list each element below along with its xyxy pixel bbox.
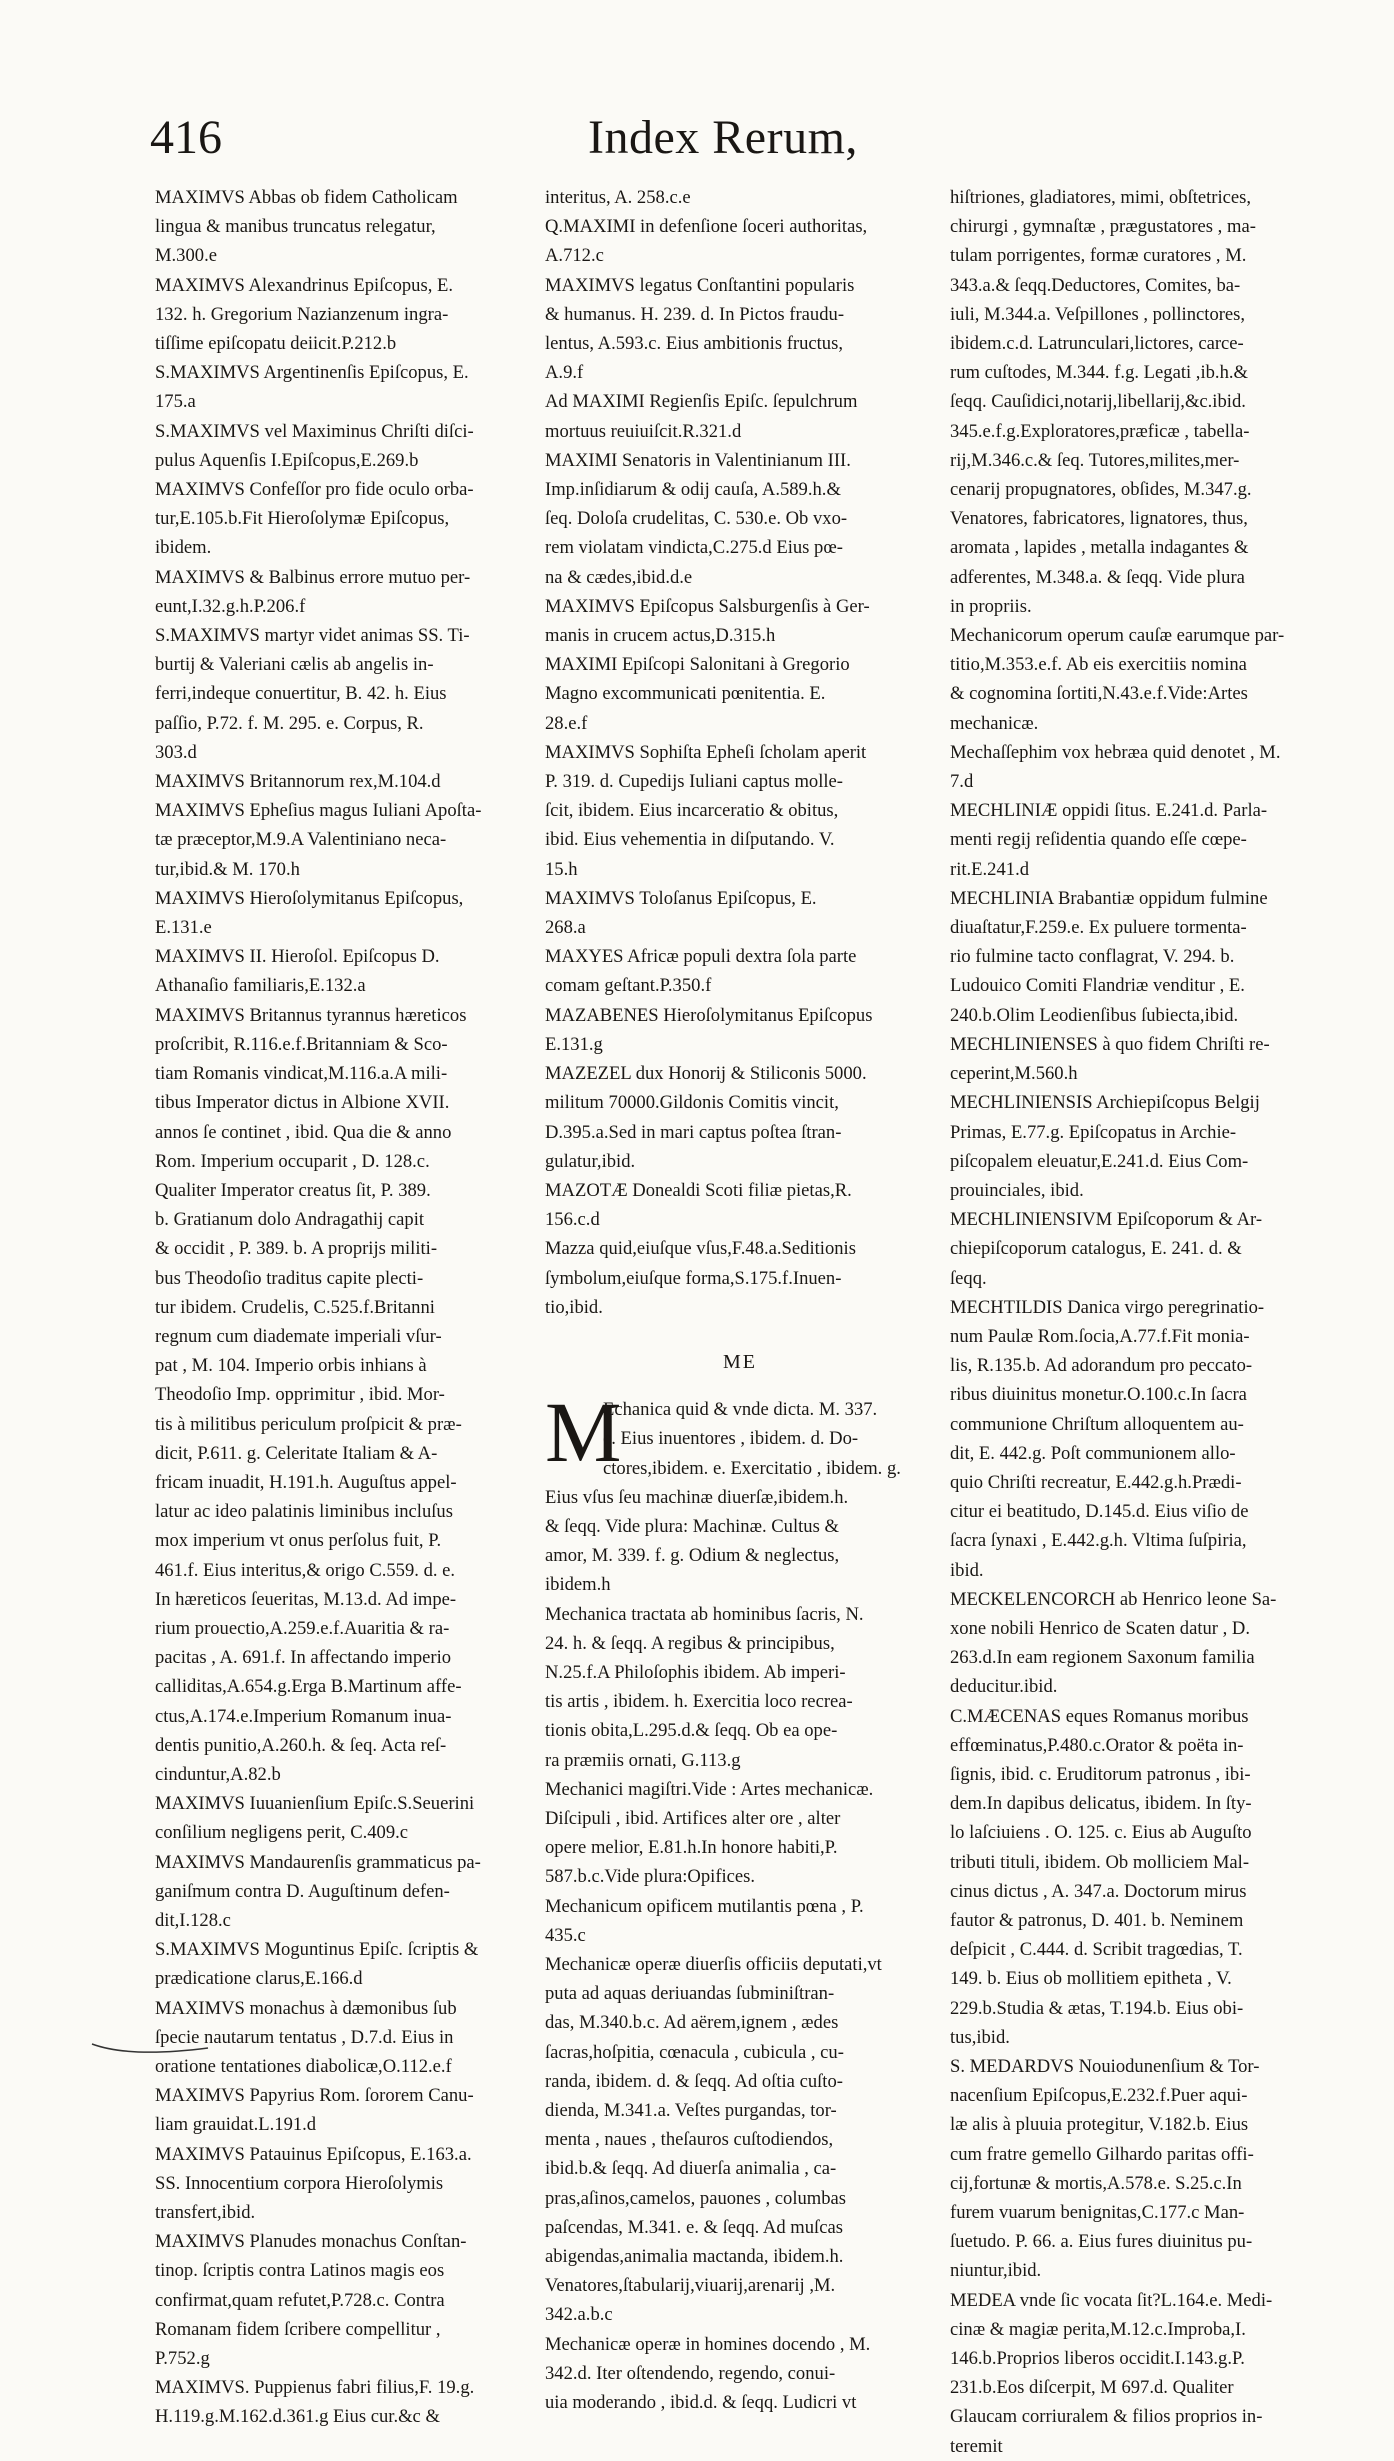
index-line: tio,ibid.: [545, 1296, 603, 1318]
index-line: cinæ & magiæ perita,M.12.c.Improba,I.: [950, 2318, 1246, 2340]
index-line: amor, M. 339. f. g. Odium & neglectus,: [545, 1545, 840, 1567]
index-line: MAXIMVS Planudes monachus Conſtan-: [155, 2231, 467, 2253]
index-line: MAZABENES Hieroſolymitanus Epiſcopus: [545, 1004, 873, 1026]
index-line: chiepiſcoporum catalogus, E. 241. d. &: [950, 1238, 1242, 1260]
index-line: chirurgi , gymnaſtæ , prægustatores , ma-: [950, 216, 1256, 238]
index-line: regnum cum diademate imperiali vſur-: [155, 1325, 442, 1347]
index-line: MAXIMVS Sophiſta Epheſi ſcholam aperit: [545, 741, 867, 763]
index-line: E.131.e: [155, 917, 212, 939]
index-line: menta , naues , theſauros cuſtodiendos,: [545, 2129, 834, 2151]
index-line: ſacras,hoſpitia, cœnacula , cubicula , cu-: [545, 2041, 844, 2063]
index-line: rij,M.346.c.& ſeq. Tutores,milites,mer-: [950, 449, 1240, 471]
index-line: tis à militibus periculum proſpicit & præ-: [155, 1413, 462, 1435]
index-line: teremit: [950, 2435, 1003, 2457]
index-line: MAXIMVS legatus Conſtantini popularis: [545, 274, 855, 296]
index-line: MECHLINIENSIVM Epiſcoporum & Ar-: [950, 1209, 1263, 1231]
index-line: bus Theodoſio traditus capite plecti-: [155, 1267, 424, 1289]
index-line: C.MÆCENAS eques Romanus moribus: [950, 1705, 1249, 1727]
index-line: nacenſium Epiſcopus,E.232.f.Puer aqui-: [950, 2085, 1248, 2107]
index-line: MAXIMVS monachus à dæmonibus ſub: [155, 1997, 457, 2019]
index-line: 229.b.Studia & ætas, T.194.b. Eius obi-: [950, 1997, 1244, 2019]
index-line: MAXIMVS Britannorum rex,M.104.d: [155, 771, 441, 793]
index-line: prædicatione clarus,E.166.d: [155, 1968, 363, 1990]
index-line: rit.E.241.d: [950, 858, 1030, 880]
index-line: Venatores, fabricatores, lignatores, thus,: [950, 508, 1248, 530]
index-line: Qualiter Imperator creatus ſit, P. 389.: [155, 1179, 431, 1201]
index-line: paſcendas, M.341. e. & ſeqq. Ad muſcas: [545, 2216, 843, 2238]
index-line: ctores,ibidem. e. Exercitatio , ibidem. g.: [603, 1457, 901, 1479]
index-line: ribus diuinitus monetur.O.100.c.In ſacra: [950, 1384, 1247, 1406]
index-line: dit, E. 442.g. Poſt communionem allo-: [950, 1442, 1236, 1464]
index-line: & occidit , P. 389. b. A proprijs militi-: [155, 1238, 438, 1260]
index-line: 342.d. Iter oſtendendo, regendo, conui-: [545, 2362, 836, 2384]
index-line: communione Chriſtum alloquentem au-: [950, 1413, 1244, 1435]
index-line: dem.In dapibus delicatus, ibidem. In ſty-: [950, 1793, 1252, 1815]
index-column-middle-bottom: [545, 1384, 935, 2417]
index-line: 146.b.Proprios liberos occidit.I.143.g.P.: [950, 2348, 1245, 2370]
index-line: MECHTILDIS Danica virgo peregrinatio-: [950, 1296, 1265, 1318]
index-line: MAXIMVS Epheſius magus Iuliani Apoſta-: [155, 800, 482, 822]
index-line: burtij & Valeriani cælis ab angelis in-: [155, 654, 434, 676]
index-line: MAXIMVS Patauinus Epiſcopus, E.163.a.: [155, 2143, 472, 2165]
index-line: Diſcipuli , ibid. Artifices alter ore , alter: [545, 1807, 841, 1829]
index-line: na & cædes,ibid.d.e: [545, 566, 693, 588]
index-line: tinop. ſcriptis contra Latinos magis eos: [155, 2260, 445, 2282]
index-line: deducitur.ibid.: [950, 1676, 1058, 1698]
index-line: A.9.f: [545, 362, 584, 384]
index-line: manis in crucem actus,D.315.h: [545, 625, 776, 647]
index-line: deſpicit , C.444. d. Scribit tragœdias, T.: [950, 1939, 1243, 1961]
index-line: MAXIMVS Confeſſor pro fide oculo orba-: [155, 479, 474, 501]
index-line: læ alis à pluuia protegitur, V.182.b. Eius: [950, 2114, 1249, 2136]
index-line: Mechanici magiſtri.Vide : Artes mechanicæ.: [545, 1778, 874, 1800]
index-line: Rom. Imperium occuparit , D. 128.c.: [155, 1150, 430, 1172]
index-line: transfert,ibid.: [155, 2202, 256, 2224]
index-line: tionis obita,L.295.d.& ſeqq. Ob ea ope-: [545, 1720, 838, 1742]
index-line: eunt,I.32.g.h.P.206.f: [155, 595, 306, 617]
index-line: Imp.inſidiarum & odij cauſa, A.589.h.&: [545, 479, 841, 501]
index-line: ſeq. Doloſa crudelitas, C. 530.e. Ob vxo-: [545, 508, 848, 530]
index-line: 303.d: [155, 741, 197, 763]
index-line: tæ præceptor,M.9.A Valentiniano neca-: [155, 829, 447, 851]
index-line: S.MAXIMVS vel Maximinus Chriſti diſci-: [155, 420, 474, 442]
index-line: MAXIMVS Papyrius Rom. ſororem Canu-: [155, 2085, 474, 2107]
index-column-left: [155, 183, 525, 2432]
index-line: 15.h: [545, 858, 578, 880]
index-line: In hæreticos ſeueritas, M.13.d. Ad impe-: [155, 1588, 457, 1610]
index-line: pras,aſinos,camelos, pauones , columbas: [545, 2187, 847, 2209]
index-line: rem violatam vindicta,C.275.d Eius pœ-: [545, 537, 843, 559]
index-line: calliditas,A.654.g.Erga B.Martinum affe-: [155, 1676, 462, 1698]
index-line: 7.d: [950, 771, 974, 793]
index-line: dienda, M.341.a. Veſtes purgandas, tor-: [545, 2100, 837, 2121]
index-line: adferentes, M.348.a. & ſeqq. Vide plura: [950, 566, 1245, 588]
index-line: ra præmiis ornati, G.113.g: [545, 1749, 741, 1771]
section-heading: ME: [723, 1350, 757, 1373]
index-line: MAXIMVS Abbas ob fidem Catholicam: [155, 187, 458, 208]
index-line: proſcribit, R.116.e.f.Britanniam & Sco-: [155, 1033, 448, 1055]
index-line: MEDEA vnde ſic vocata ſit?L.164.e. Medi-: [950, 2289, 1273, 2311]
index-line: 156.c.d: [545, 1209, 600, 1231]
handwritten-pen-mark: [90, 2040, 210, 2060]
index-line: MAXYES Africæ populi dextra ſola parte: [545, 946, 857, 968]
index-line: Primas, E.77.g. Epiſcopatus in Archie-: [950, 1121, 1237, 1143]
index-line: rio fulmine tacto conflagrat, V. 294. b.: [950, 946, 1235, 968]
index-line: Mechanicæ operæ in homines docendo , M.: [545, 2333, 871, 2355]
index-line: Theodoſio Imp. opprimitur , ibid. Mor-: [155, 1384, 445, 1406]
index-line: MAXIMVS Mandaurenſis grammaticus pa-: [155, 1851, 481, 1873]
index-line: liam grauidat.L.191.d: [155, 2114, 317, 2136]
index-line: ſuetudo. P. 66. a. Eius fures diuinitus pu-: [950, 2231, 1253, 2253]
index-line: MAXIMVS Toloſanus Epiſcopus, E.: [545, 887, 817, 909]
index-line: tur,ibid.& M. 170.h: [155, 858, 300, 880]
index-line: iuli, M.344.a. Veſpillones , pollinctores,: [950, 303, 1246, 325]
index-line: aromata , lapides , metalla indagantes &: [950, 537, 1249, 559]
index-line: Mechanicæ operæ diuerſis officiis deputati,vt: [545, 1953, 882, 1975]
index-line: ſpecie nautarum tentatus , D.7.d. Eius in: [155, 2026, 454, 2048]
index-line: latur ac ideo palatinis liminibus incluſus: [155, 1501, 453, 1523]
index-line: ctus,A.174.e.Imperium Romanum inua-: [155, 1705, 452, 1727]
index-line: abigendas,animalia mactanda, ibidem.h.: [545, 2246, 844, 2268]
index-line: mortuus reuiuiſcit.R.321.d: [545, 420, 742, 442]
index-line: H.119.g.M.162.d.361.g Eius cur.&c &: [155, 2406, 440, 2428]
index-line: Romanam fidem ſcribere compellitur ,: [155, 2318, 441, 2340]
index-line: MECKELENCORCH ab Henrico leone Sa-: [950, 1588, 1277, 1610]
index-line: ferri,indeque conuertitur, B. 42. h. Eius: [155, 683, 447, 705]
index-line: num Paulæ Rom.ſocia,A.77.f.Fit monia-: [950, 1325, 1250, 1347]
index-line: ſeqq. Cauſidici,notarij,libellarij,&c.ibid.: [950, 391, 1246, 413]
index-column-middle: [545, 183, 935, 2417]
index-line: furem vuarum benignitas,C.177.c Man-: [950, 2202, 1245, 2224]
index-line: uia moderando , ibid.d. & ſeqq. Ludicri vt: [545, 2392, 857, 2414]
index-line: hiſtriones, gladiatores, mimi, obſtetrices,: [950, 187, 1252, 208]
index-line: S. MEDARDVS Nouiodunenſium & Tor-: [950, 2056, 1260, 2077]
index-line: diuaſtatur,F.259.e. Ex puluere tormenta-: [950, 917, 1247, 939]
index-line: tibus Imperator dictus in Albione XVII.: [155, 1092, 450, 1114]
index-line: Ludouico Comiti Flandriæ venditur , E.: [950, 975, 1245, 997]
index-line: 263.d.In eam regionem Saxonum familia: [950, 1647, 1255, 1669]
index-line: niuntur,ibid.: [950, 2260, 1042, 2282]
index-line: ibid.: [950, 1559, 984, 1581]
index-line: 132. h. Gregorium Nazianzenum ingra-: [155, 303, 449, 325]
index-line: pacitas , A. 691.f. In affectando imperio: [155, 1647, 452, 1669]
index-line: S.MAXIMVS Argentinenſis Epiſcopus, E.: [155, 362, 469, 384]
index-line: A.712.c: [545, 245, 604, 267]
index-line: tributi tituli, ibidem. Ob molliciem Mal-: [950, 1851, 1250, 1873]
index-line: MAZEZEL dux Honorij & Stiliconis 5000.: [545, 1063, 867, 1085]
index-line: S.MAXIMVS martyr videt animas SS. Ti-: [155, 625, 470, 647]
index-line: tis artis , ibidem. h. Exercitia loco recrea-: [545, 1691, 853, 1713]
index-line: fricam inuadit, H.191.h. Auguſtus appel-: [155, 1471, 457, 1493]
index-line: das, M.340.b.c. Ad aërem,ignem , ædes: [545, 2012, 839, 2034]
index-line: tur,E.105.b.Fit Hieroſolymæ Epiſcopus,: [155, 508, 450, 530]
index-line: 342.a.b.c: [545, 2304, 613, 2326]
index-line: 24. h. & ſeqq. A regibus & principibus,: [545, 1632, 835, 1654]
index-line: Ad MAXIMI Regienſis Epiſc. ſepulchrum: [545, 391, 858, 413]
index-line: MAXIMVS II. Hieroſol. Epiſcopus D.: [155, 946, 440, 968]
index-line: interitus, A. 258.c.e: [545, 187, 691, 208]
index-line: 587.b.c.Vide plura:Opifices.: [545, 1866, 756, 1888]
index-line: dentis punitio,A.260.h. & ſeq. Acta reſ-: [155, 1734, 447, 1756]
index-line: MECHLINIÆ oppidi ſitus. E.241.d. Parla-: [950, 800, 1268, 822]
index-line: P. 319. d. Cupedijs Iuliani captus molle-: [545, 771, 843, 793]
index-line: pulus Aquenſis I.Epiſcopus,E.269.b: [155, 449, 419, 471]
index-line: tus,ibid.: [950, 2026, 1010, 2048]
index-line: ſymbolum,eiuſque forma,S.175.f.Inuen-: [545, 1267, 842, 1289]
index-line: Mechanicorum operum cauſæ earumque par-: [950, 625, 1285, 647]
index-line: titio,M.353.e.f. Ab eis exercitiis nomina: [950, 654, 1247, 676]
index-line: MAZOTÆ Donealdi Scoti filiæ pietas,R.: [545, 1179, 852, 1201]
index-line: citur ei beatitudo, D.145.d. Eius viſio de: [950, 1501, 1249, 1523]
index-line: P.752.g: [155, 2348, 210, 2370]
index-line: ibidem.h: [545, 1574, 611, 1596]
index-line: lo laſciuiens . O. 125. c. Eius ab Auguſto: [950, 1822, 1252, 1844]
index-line: 461.f. Eius interitus,& origo C.559. d. e.: [155, 1559, 456, 1581]
index-line: Magno excommunicati pœnitentia. E.: [545, 683, 826, 705]
index-line: ſacra ſynaxi , E.442.g.h. Vltima ſuſpiria,: [950, 1530, 1247, 1552]
index-line: ibid.b.& ſeqq. Ad diuerſa animalia , ca-: [545, 2158, 837, 2180]
index-line: oratione tentationes diabolicæ,O.112.e.f: [155, 2056, 452, 2077]
index-line: ceperint,M.560.h: [950, 1063, 1078, 1085]
index-line: gulatur,ibid.: [545, 1150, 636, 1172]
index-line: ibidem.: [155, 537, 212, 559]
index-line: MAXIMVS & Balbinus errore mutuo per-: [155, 566, 471, 588]
index-line: annos ſe continet , ibid. Qua die & anno: [155, 1121, 452, 1143]
index-line: Mechanicum opificem mutilantis pœna , P.: [545, 1895, 864, 1917]
index-line: Mazza quid,eiuſque vſus,F.48.a.Seditionis: [545, 1238, 856, 1260]
index-line: in propriis.: [950, 595, 1032, 617]
index-line: MAXIMVS Hieroſolymitanus Epiſcopus,: [155, 887, 464, 909]
index-line: 28.e.f: [545, 712, 588, 734]
index-line: confirmat,quam refutet,P.728.c. Contra: [155, 2289, 445, 2311]
index-line: MAXIMVS Epiſcopus Salsburgenſis à Ger-: [545, 595, 870, 617]
index-line: 345.e.f.g.Exploratores,præficæ , tabella-: [950, 420, 1250, 442]
index-line: randa, ibidem. d. & ſeqq. Ad oſtia cuſto-: [545, 2070, 843, 2092]
index-line: c. Eius inuentores , ibidem. d. Do-: [603, 1428, 859, 1450]
index-line: cinduntur,A.82.b: [155, 1763, 281, 1785]
index-line: ſignis, ibid. c. Eruditorum patronus , ibi-: [950, 1763, 1251, 1785]
index-line: mox imperium vt onus perſolus fuit, P.: [155, 1530, 442, 1552]
index-line: M.300.e: [155, 245, 217, 267]
index-line: tiam Romanis vindicat,M.116.a.A mili-: [155, 1063, 448, 1085]
index-line: cij,fortunæ & mortis,A.578.e. S.25.c.In: [950, 2172, 1242, 2194]
index-line: rum cuſtodes, M.344. f.g. Legati ,ib.h.&: [950, 362, 1248, 384]
index-line: fautor & patronus, D. 401. b. Neminem: [950, 1909, 1244, 1931]
index-line: opere melior, E.81.h.In honore habiti,P.: [545, 1837, 838, 1859]
index-line: Mechanica tractata ab hominibus ſacris, N.: [545, 1603, 864, 1625]
index-line: 343.a.& ſeqq.Deductores, Comites, ba-: [950, 274, 1241, 296]
index-line: quio Chriſti recreatur, E.442.g.h.Prædi-: [950, 1471, 1242, 1493]
index-line: paſſio, P.72. f. M. 295. e. Corpus, R.: [155, 712, 424, 734]
page-number: 416: [150, 111, 222, 164]
index-line: Athanaſio familiaris,E.132.a: [155, 975, 366, 997]
index-column-right: [950, 183, 1318, 2461]
index-line: cinus dictus , A. 347.a. Doctorum mirus: [950, 1880, 1247, 1902]
index-line: MAXIMVS Britannus tyrannus hæreticos: [155, 1004, 467, 1026]
index-line: lis, R.135.b. Ad adorandum pro peccato-: [950, 1355, 1253, 1377]
index-line: ibidem.c.d. Latrunculari,lictores, carce-: [950, 333, 1244, 355]
index-line: N.25.f.A Philoſophis ibidem. Ab imperi-: [545, 1661, 846, 1683]
index-line: Venatores,ſtabularij,viuarij,arenarij ,M.: [545, 2275, 836, 2297]
index-line: tulam porrigentes, formæ curatores , M.: [950, 245, 1247, 267]
index-line: militum 70000.Gildonis Comitis vincit,: [545, 1092, 839, 1114]
index-line: ſeqq.: [950, 1267, 987, 1289]
index-line: 149. b. Eius ob mollitiem epitheta , V.: [950, 1968, 1232, 1990]
index-line: ganiſmum contra D. Auguſtinum defen-: [155, 1880, 450, 1902]
index-line: menti regij reſidentia quando eſſe cœpe-: [950, 829, 1247, 851]
index-line: S.MAXIMVS Moguntinus Epiſc. ſcriptis &: [155, 1939, 479, 1961]
index-line: Mechaſſephim vox hebræa quid denotet , M.: [950, 741, 1281, 763]
index-line: E.131.g: [545, 1033, 603, 1055]
index-line: b. Gratianum dolo Andragathij capit: [155, 1209, 425, 1231]
index-line: dit,I.128.c: [155, 1909, 231, 1931]
index-line: MAXIMVS. Puppienus fabri filius,F. 19.g.: [155, 2377, 475, 2399]
index-line: MAXIMI Epiſcopi Salonitani à Gregorio: [545, 654, 850, 676]
index-line: conſilium negligens perit, C.409.c: [155, 1822, 409, 1844]
index-line: ibid. Eius vehementia in diſputando. V.: [545, 829, 835, 851]
index-line: pat , M. 104. Imperio orbis inhians à: [155, 1355, 427, 1377]
index-line: comam geſtant.P.350.f: [545, 975, 712, 997]
index-line: lentus, A.593.c. Eius ambitionis fructus,: [545, 333, 843, 355]
index-line: MAXIMVS Alexandrinus Epiſcopus, E.: [155, 274, 453, 296]
index-line: 268.a: [545, 917, 586, 939]
index-line: dicit, P.611. g. Celeritate Italiam & A-: [155, 1442, 438, 1464]
index-line: rium prouectio,A.259.e.f.Auaritia & ra-: [155, 1617, 450, 1639]
index-line: & humanus. H. 239. d. In Pictos fraudu-: [545, 303, 845, 325]
index-line: lingua & manibus truncatus relegatur,: [155, 216, 436, 238]
index-line: Glaucam corriuralem & filios proprios in-: [950, 2406, 1263, 2428]
index-line: D.395.a.Sed in mari captus poſtea ſtran-: [545, 1121, 842, 1143]
index-line: 231.b.Eos diſcerpit, M 697.d. Qualiter: [950, 2377, 1234, 2399]
index-line: prouinciales, ibid.: [950, 1179, 1084, 1201]
index-line: tiſſime epiſcopatu deiicit.P.212.b: [155, 333, 397, 355]
index-line: MECHLINIENSES à quo fidem Chriſti re-: [950, 1033, 1270, 1055]
index-line: xone nobili Henrico de Scaten datur , D.: [950, 1617, 1250, 1639]
index-line: MECHLINIA Brabantiæ oppidum fulmine: [950, 887, 1268, 909]
index-line: puta ad aquas deriuandas ſubminiſtran-: [545, 1983, 835, 2005]
page-title: Index Rerum,: [588, 111, 858, 164]
index-line: effœminatus,P.480.c.Orator & poëta in-: [950, 1734, 1244, 1756]
index-line: 240.b.Olim Leodienſibus ſubiecta,ibid.: [950, 1004, 1239, 1026]
index-line: Eius vſus ſeu machinæ diuerſæ,ibidem.h.: [545, 1486, 849, 1508]
index-line: MAXIMVS Iuuanienſium Epiſc.S.Seuerini: [155, 1793, 475, 1815]
index-line: & ſeqq. Vide plura: Machinæ. Cultus &: [545, 1515, 839, 1537]
index-line: 175.a: [155, 391, 196, 413]
drop-cap: M: [545, 1384, 622, 1481]
index-line: MAXIMI Senatoris in Valentinianum III.: [545, 449, 851, 471]
index-line: piſcopalem eleuatur,E.241.d. Eius Com-: [950, 1150, 1249, 1172]
index-line: cenarij propugnatores, obſides, M.347.g.: [950, 479, 1252, 501]
index-line: & cognomina ſortiti,N.43.e.f.Vide:Artes: [950, 683, 1248, 705]
index-line: tur ibidem. Crudelis, C.525.f.Britanni: [155, 1296, 435, 1318]
index-line: 435.c: [545, 1924, 586, 1946]
index-line: cum fratre gemello Gilhardo paritas offi-: [950, 2143, 1254, 2165]
index-line: Echanica quid & vnde dicta. M. 337.: [603, 1399, 878, 1421]
index-line: Q.MAXIMI in defenſione ſoceri authoritas,: [545, 216, 868, 238]
index-line: ſcit, ibidem. Eius incarceratio & obitus,: [545, 800, 839, 822]
index-line: MECHLINIENSIS Archiepiſcopus Belgij: [950, 1092, 1260, 1114]
index-line: SS. Innocentium corpora Hieroſolymis: [155, 2172, 444, 2194]
index-column-middle-top: [545, 183, 935, 1322]
index-line: mechanicæ.: [950, 712, 1039, 734]
